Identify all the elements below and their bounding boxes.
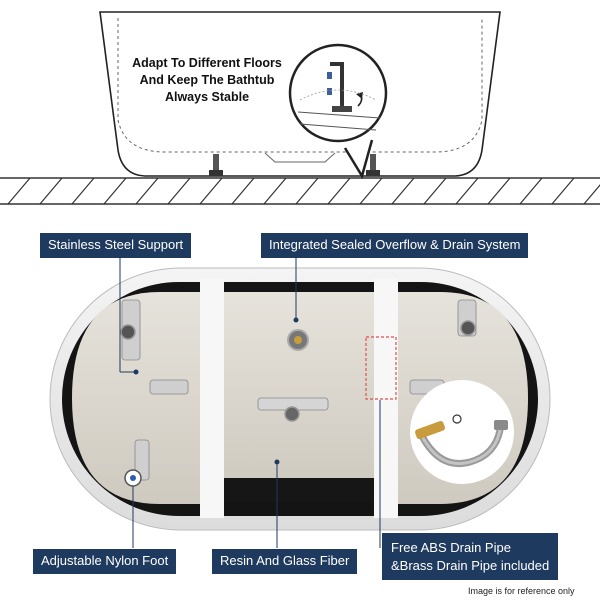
divider-left (200, 278, 224, 518)
label-resin-fiber: Resin And Glass Fiber (212, 549, 357, 574)
divider-right (374, 278, 398, 518)
drain-pipe-inset (410, 380, 514, 484)
label-abs-drain-pipe-line-2: &Brass Drain Pipe included (391, 557, 550, 573)
label-abs-drain-pipe (382, 533, 558, 580)
reference-note: Image is for reference only (468, 586, 575, 596)
drain-fitting (288, 330, 308, 350)
support-bolt-right (461, 321, 475, 335)
callout-line-3: Always Stable (164, 89, 250, 104)
nylon-foot (125, 470, 141, 486)
callout-line-1: Adapt To Different Floors (132, 56, 282, 70)
callout-line-2: And Keep The Bathtub (139, 72, 275, 87)
support-bolt-left (121, 325, 135, 339)
middle-chamber (224, 292, 374, 488)
label-overflow-drain: Integrated Sealed Overflow & Drain System (261, 233, 528, 258)
label-nylon-foot: Adjustable Nylon Foot (33, 549, 176, 574)
label-stainless-support: Stainless Steel Support (40, 233, 191, 258)
label-abs-drain-pipe-line-1: Free ABS Drain Pipe (391, 540, 511, 555)
